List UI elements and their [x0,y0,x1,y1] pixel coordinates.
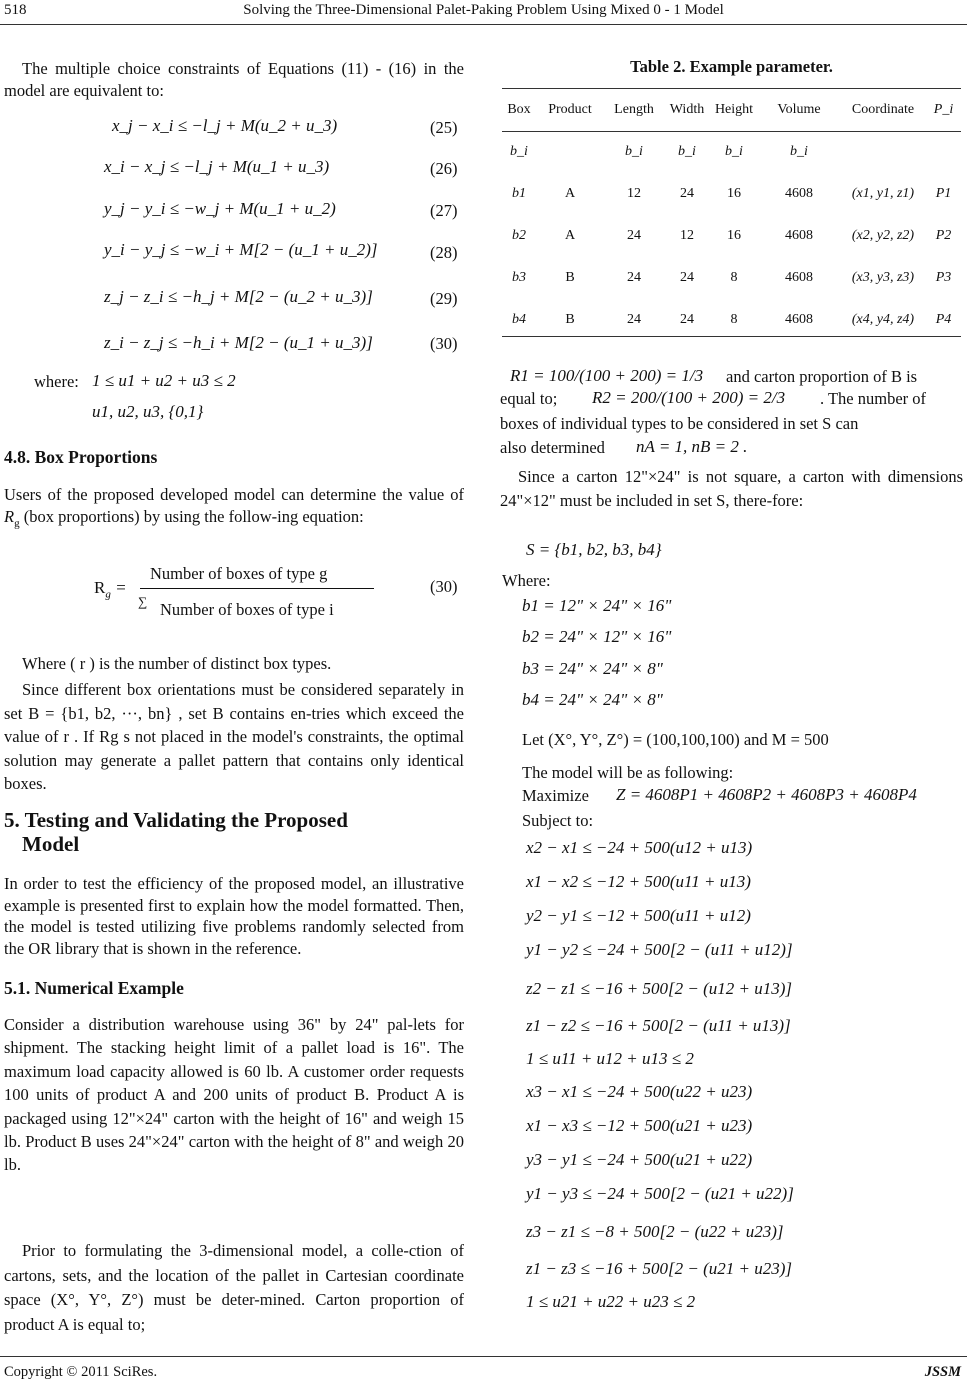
box-count-line: boxes of individual types to be considered in set S can [500,414,859,433]
proportion-r2-prefix: equal to; [500,389,558,408]
constraint: z1 − z3 ≤ −16 + 500[2 − (u21 + u23)] [526,1259,792,1278]
section-5-heading: 5. Testing and Validating the Proposed Model [4,808,348,856]
constraint: y3 − y1 ≤ −24 + 500(u21 + u22) [526,1150,753,1169]
column-header: Length [614,102,654,117]
constraint: x1 − x3 ≤ −12 + 500(u21 + u23) [526,1116,753,1135]
equation-number: (26) [430,159,458,178]
table-caption: Table 2. Example parameter. [630,57,833,76]
intro-paragraph: The multiple choice constraints of Equations (11) - (16) in the model are equivalent to: [4,59,464,100]
constraint: y1 − y3 ≤ −24 + 500[2 − (u21 + u22)] [526,1184,794,1203]
constraint: z1 − z2 ≤ −16 + 500[2 − (u11 + u13)] [526,1016,791,1035]
constraint: y1 − y2 ≤ −24 + 500[2 − (u11 + u12)] [526,940,793,959]
fraction-bar [140,588,374,589]
equation-29: z_j − z_i ≤ −h_j + M[2 − (u_2 + u_3)] [104,287,373,306]
equation-number: (25) [430,118,458,137]
equation-number: (28) [430,243,458,262]
box-types-note: Where ( r ) is the number of distinct box types. [22,654,332,673]
constraint: 1 ≤ u11 + u12 + u13 ≤ 2 [526,1049,694,1068]
set-s-definition: S = {b1, b2, b3, b4} [526,540,662,559]
table-header-row [502,89,961,131]
square-carton-paragraph: Since a carton 12"×24" is not square, a carton with dimensions 24"×12" must be included in set S, there-fore: [500,467,963,510]
parameter-table [502,89,961,341]
page-number: 518 [4,2,27,18]
box-definition: b4 = 24" × 24" × 8" [522,690,663,709]
proportion-r1-text: and carton proportion of B is [726,367,918,386]
constraint: y2 − y1 ≤ −12 + 500(u11 + u12) [526,906,751,925]
proportion-r2: R2 = 200/(100 + 200) = 2/3 [592,388,786,407]
equation-30: z_i − z_j ≤ −h_i + M[2 − (u_1 + u_3)] [104,333,373,352]
equation-number: (30) [430,577,458,596]
orientation-paragraph: Since different box orientations must be considered separately in set B = {b1, b2, ···, bn} , set B contains en-tries which exceed the value of r . If Rg s not placed in the model's constraints, the optimal solution may generate a pallet pattern that contains only identical boxes. [4,680,464,794]
table-row: b_i b_i b_i b_i b_i [510,144,808,159]
table-row: b4 B 24 24 8 4608 (x4, y4, z4) P4 [512,312,952,327]
carton-proportion-paragraph: Prior to formulating the 3-dimensional model, a colle-ction of cartons, sets, and the location of the pallet in Cartesian coordinate space (X°, Y°, Z°) must be deter-mined. Carton proportion of product A is equal to; [4,1241,464,1334]
section-5-paragraph: In order to test the efficiency of the proposed model, an illustrative example is presented first to explain how the model formatted. Then, the model is tested utilizing five problems randomly selected from the OR library that is shown in the reference. [4,874,464,958]
box-definition: b2 = 24" × 12" × 16" [522,627,672,646]
header-rule [0,24,967,25]
table-row: b3 B 24 24 8 4608 (x3, y3, z3) P3 [512,270,952,285]
equation-26: x_i − x_j ≤ −l_j + M(u_1 + u_3) [104,157,330,176]
constraint: z2 − z1 ≤ −16 + 500[2 − (u12 + u13)] [526,979,792,998]
fraction-numerator: Number of boxes of type g [150,564,328,583]
subject-to-label: Subject to: [522,811,594,830]
column-header: Product [548,102,592,117]
box-proportion-paragraph: Users of the proposed developed model can determine the value of $R_g$ (box proportions) by using the follow-ing equation: [4,485,464,529]
equation-27: y_j − y_i ≤ −w_j + M(u_1 + u_2) [104,199,336,218]
proportion-r2-text: . The number of [820,389,927,408]
footer-rule [0,1356,967,1357]
copyright: Copyright © 2011 SciRes. [4,1364,158,1380]
fraction-denominator: Number of boxes of type i [160,600,334,619]
equation-number: (30) [430,334,458,353]
constraint: 1 ≤ u21 + u22 + u23 ≤ 2 [526,1292,696,1311]
equation-25: x_j − x_i ≤ −l_j + M(u_2 + u_3) [112,116,338,135]
column-header: Width [669,102,705,117]
section-4-8-heading: 4.8. Box Proportions [4,447,158,467]
column-header: Box [507,102,531,117]
where-label: Where: [502,571,551,590]
box-definition: b3 = 24" × 24" × 8" [522,659,663,678]
page-header [0,0,967,22]
where-constraint-binary: u1, u2, u3, {0,1} [92,402,204,421]
table-row: b2 A 24 12 16 4608 (x2, y2, z2) P2 [512,228,952,243]
equation-number: (27) [430,201,458,220]
numerical-example-paragraph: Consider a distribution warehouse using 36" by 24" pal-lets for shipment. The stacking height limit of a pallet load is 16". The maximum load capacity allowed is 60 lb. A customer order requests 100 units of product A and 200 units of product B. Product A is packaged using 12"×24" carton with the height of 16" and weigh 15 lb. Product B uses 24"×24" carton with the height of 8" and weigh 20 lb. [4,1015,464,1175]
column-header: Volume [777,102,821,117]
where-constraint-sum: 1 ≤ u1 + u2 + u3 ≤ 2 [92,371,236,390]
objective-function: Z = 4608P1 + 4608P2 + 4608P3 + 4608P4 [616,785,917,804]
equation-28: y_i − y_j ≤ −w_i + M[2 − (u_1 + u_2)] [104,240,378,259]
journal-abbreviation: JSSM [924,1364,961,1380]
let-statement: Let (X°, Y°, Z°) = (100,100,100) and M = 500 [522,730,829,749]
box-count-prefix: also determined [500,438,605,457]
running-title: Solving the Three-Dimensional Palet-Paking Problem Using Mixed 0 - 1 Model [243,2,724,18]
proportion-r1: R1 = 100/(100 + 200) = 1/3 [510,366,704,385]
section-5-1-heading: 5.1. Numerical Example [4,978,184,998]
column-header: Height [714,102,754,117]
box-count-values: nA = 1, nB = 2 . [636,437,748,456]
constraint: x2 − x1 ≤ −24 + 500(u12 + u13) [526,838,753,857]
constraint: x3 − x1 ≤ −24 + 500(u22 + u23) [526,1082,753,1101]
box-definition: b1 = 12" × 24" × 16" [522,596,672,615]
column-header: P_i [933,102,954,117]
model-intro: The model will be as following: [522,763,734,782]
maximize-label: Maximize [522,786,589,805]
table-row: b1 A 12 24 16 4608 (x1, y1, z1) P1 [512,186,952,201]
constraint: z3 − z1 ≤ −8 + 500[2 − (u22 + u23)] [526,1222,784,1241]
equation-number: (29) [430,289,458,308]
constraint: x1 − x2 ≤ −12 + 500(u11 + u13) [526,872,751,891]
where-label: where: [34,372,79,391]
column-header: Coordinate [851,102,915,117]
